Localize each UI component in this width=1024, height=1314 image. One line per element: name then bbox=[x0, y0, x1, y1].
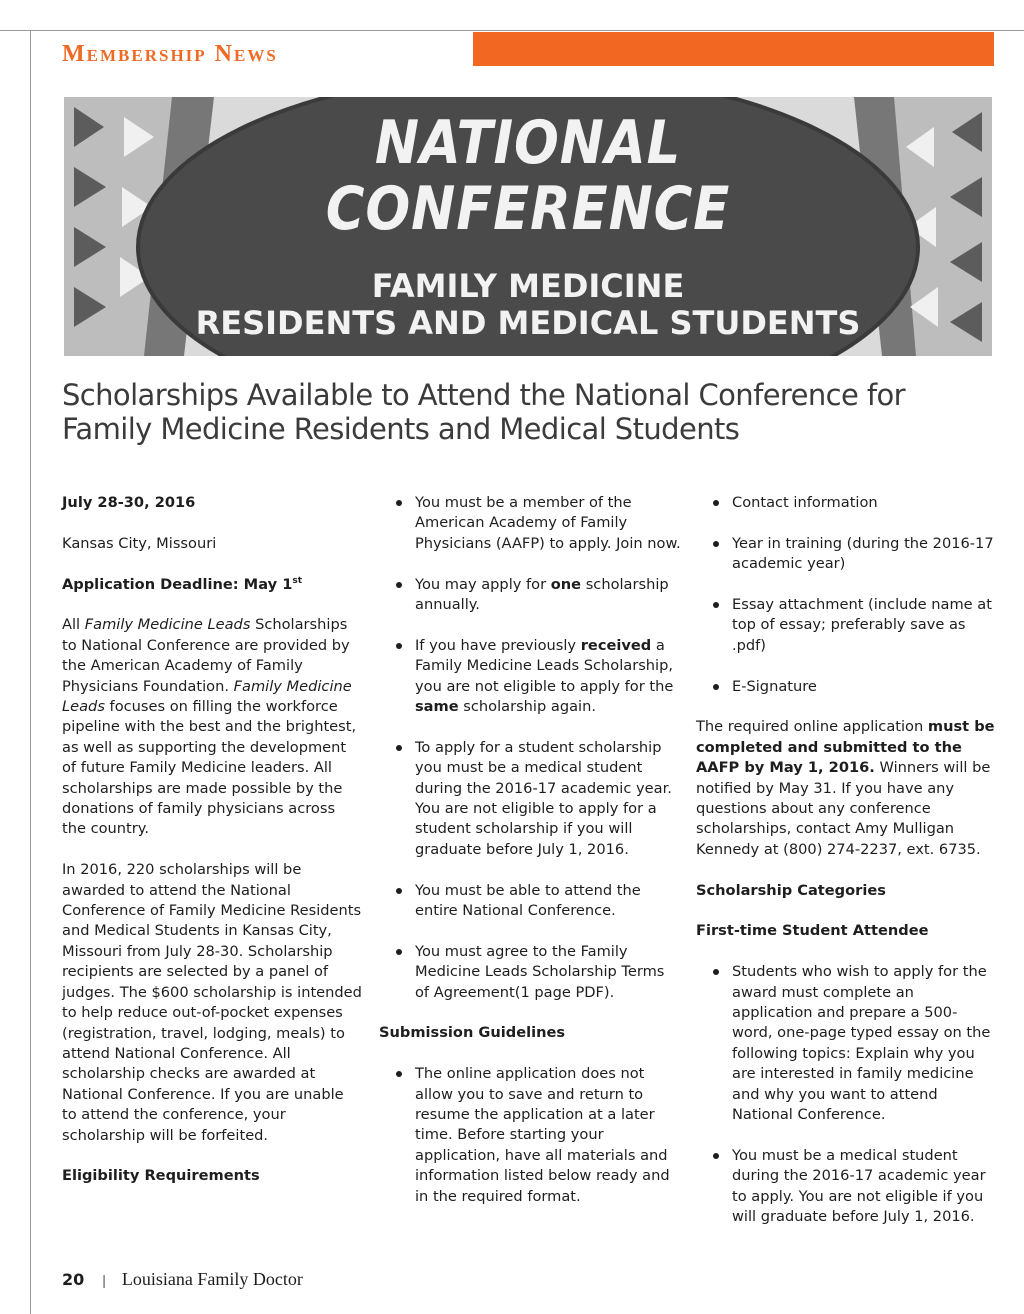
list-item: The online application does not allow you to save and return to resume the application at a later time. Before starting your application, have all materials and information listed below ready and in the required format. bbox=[379, 1064, 681, 1207]
eligibility-list bbox=[379, 493, 681, 1003]
first-time-attendee-heading: First-time Student Attendee bbox=[696, 922, 929, 940]
emphasis: same bbox=[415, 698, 459, 716]
emphasis: one bbox=[550, 575, 582, 593]
banner-title-national: NATIONAL bbox=[374, 108, 682, 178]
text-run: scholarship annually. bbox=[415, 575, 669, 614]
list-item: Year in training (during the 2016-17 academic year) bbox=[696, 534, 996, 575]
emphasis: must be completed and submitted to the AAFP by May 1, 2016. bbox=[696, 718, 995, 777]
categories-heading: Scholarship Categories bbox=[696, 881, 886, 899]
text-run: a Family Medicine Leads Scholarship, you are not eligible to apply for the bbox=[415, 636, 674, 695]
text-run: Winners will be notified by May 31. If you have any questions about any conference scholarships, contact Amy Mulligan Kennedy at (800) 274-2237, ext. 6735. bbox=[696, 759, 991, 858]
top-rule bbox=[0, 30, 1024, 31]
list-item: You must be a medical student during the 2016-17 academic year to apply. You are not eligible if you will graduate before July 1, 2016. bbox=[696, 1146, 996, 1228]
list-item: Students who wish to apply for the award must complete an application and prepare a 500-word, one-page typed essay on the following topics: Explain why you are interested in family medicine and why you want to attend National Conference. bbox=[696, 962, 996, 1125]
text-run: If you have previously bbox=[415, 636, 581, 654]
submission-list bbox=[379, 1064, 681, 1207]
event-location: Kansas City, Missouri bbox=[62, 534, 217, 552]
submission-heading: Submission Guidelines bbox=[379, 1024, 566, 1042]
text-run: scholarship again. bbox=[458, 698, 596, 716]
article-column-1 bbox=[62, 493, 362, 1207]
footer-separator: | bbox=[102, 1272, 106, 1288]
application-deadline bbox=[62, 575, 362, 595]
list-item bbox=[379, 575, 681, 616]
list-item: To apply for a student scholarship you must be a medical student during the 2016-17 academic year. You are not eligible to apply for a student scholarship if you will graduate before July 1, 2016. bbox=[379, 738, 681, 860]
page-number: 20 bbox=[62, 1270, 85, 1289]
conference-banner bbox=[64, 97, 992, 356]
list-item: E-Signature bbox=[696, 677, 996, 697]
submission-deadline-paragraph bbox=[696, 717, 996, 860]
deadline-ordinal: st bbox=[292, 575, 303, 586]
text-run: Scholarships to National Conference are provided by the American Academy of Family Physicians Foundation. bbox=[62, 616, 350, 695]
required-materials-list bbox=[696, 493, 996, 697]
eligibility-heading: Eligibility Requirements bbox=[62, 1167, 260, 1185]
list-item bbox=[379, 636, 681, 718]
banner-title-block bbox=[64, 97, 992, 356]
program-name: Family Medicine Leads bbox=[84, 616, 251, 634]
text-run: All bbox=[62, 616, 85, 634]
list-item: Essay attachment (include name at top of essay; preferably save as .pdf) bbox=[696, 595, 996, 656]
first-time-attendee-list bbox=[696, 962, 996, 1227]
page-footer bbox=[62, 1268, 303, 1292]
event-date: July 28-30, 2016 bbox=[62, 494, 196, 511]
list-item: You must be a member of the American Academy of Family Physicians (AAFP) to apply. Join now. bbox=[379, 493, 681, 554]
banner-subtitle-line1: FAMILY MEDICINE bbox=[371, 267, 685, 305]
deadline-text: Application Deadline: May 1 bbox=[62, 575, 293, 593]
intro-paragraph bbox=[62, 615, 362, 839]
article-headline: Scholarships Available to Attend the National Conference for Family Medicine Residents and Medical Students bbox=[62, 378, 905, 446]
scholarship-details-paragraph: In 2016, 220 scholarships will be awarded to attend the National Conference of Family Medicine Residents and Medical Students in Kansas City, Missouri from July 28-30. Scholarship recipients are selected by a panel of judges. The $600 scholarship is intended to help reduce out-of-pocket expenses (registration, travel, lodging, meals) to attend National Conference. All scholarship checks are awarded at National Conference. If you are unable to attend the conference, your scholarship will be forfeited. bbox=[62, 861, 362, 1144]
text-run: focuses on filling the workforce pipeline with the best and the brightest, as well as supporting the development of future Family Medicine leaders. All scholarships are made possible by the donations of family physicians across the country. bbox=[62, 698, 357, 838]
text-run: You may apply for bbox=[415, 575, 551, 593]
list-item: Contact information bbox=[696, 493, 996, 513]
banner-title-conference: CONFERENCE bbox=[325, 174, 731, 244]
program-name: Family Medicine Leads bbox=[62, 677, 352, 716]
list-item: You must be able to attend the entire National Conference. bbox=[379, 881, 681, 922]
article-column-3 bbox=[696, 493, 996, 1248]
left-margin-rule bbox=[30, 30, 31, 1314]
list-item: You must agree to the Family Medicine Leads Scholarship Terms of Agreement(1 page PDF). bbox=[379, 942, 681, 1003]
article-column-2 bbox=[379, 493, 681, 1228]
banner-subtitle-line2: RESIDENTS AND MEDICAL STUDENTS bbox=[195, 304, 861, 342]
section-label: Membership News bbox=[62, 41, 278, 67]
emphasis: received bbox=[580, 636, 652, 654]
text-run: The required online application bbox=[696, 718, 928, 736]
header-accent-bar bbox=[473, 32, 994, 66]
publication-name: Louisiana Family Doctor bbox=[121, 1269, 303, 1289]
